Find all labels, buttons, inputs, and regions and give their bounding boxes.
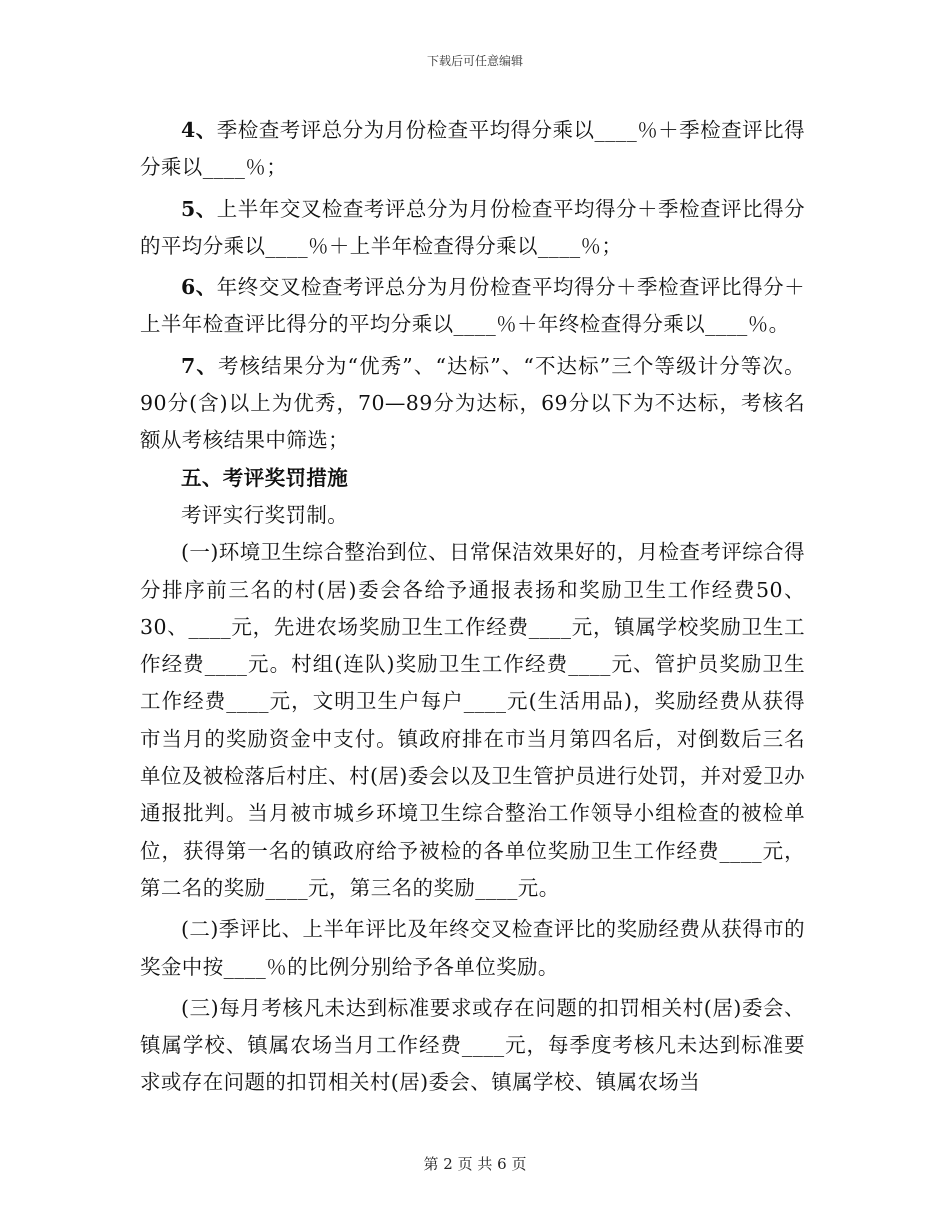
clause-4 [140,112,805,187]
clause-text: 上半年交叉检查考评总分为月份检查平均得分＋季检查评比得分的平均分乘以____％＋上半年检查得分乘以____％； [140,196,805,258]
clause-number: 5、 [181,196,217,221]
clause-text: 考核结果分为“优秀”、“达标”、“不达标”三个等级计分等次。90分(含)以上为优秀，70—89分为达标，69分以下为不达标，考核名额从考核结果中筛选； [140,353,805,453]
clause-text: 年终交叉检查考评总分为月份检查平均得分＋季检查评比得分＋上半年检查评比得分的平均分乘以____％＋年终检查得分乘以____％。 [140,275,805,337]
page-number: 第 2 页 共 6 页 [423,1155,527,1173]
section-item-1: (一)环境卫生综合整治到位、日常保洁效果好的，月检查考评综合得分排序前三名的村(居)委会各给予通报表扬和奖励卫生工作经费50、30、____元，先进农场奖励卫生工作经费____元，镇属学校奖励卫生工作经费____元。村组(连队)奖励卫生工作经费____元、管护员奖励卫生工作经费____元，文明卫生户每户____元(生活用品)，奖励经费从获得市当月的奖励资金中支付。镇政府排在市当月第四名后，对倒数后三名单位及被检落后村庄、村(居)委会以及卫生管护员进行处罚，并对爱卫办通报批判。当月被市城乡环境卫生综合整治工作领导小组检查的被检单位，获得第一名的镇政府给予被检的各单位奖励卫生工作经费____元，第二名的奖励____元，第三名的奖励____元。 [140,540,805,900]
clause-text: 季检查考评总分为月份检查平均得分乘以____％＋季检查评比得分乘以____％； [140,118,805,180]
section-title: 五、考评奖罚措施 [181,465,349,490]
document-body [140,112,805,1102]
section-item-2: (二)季评比、上半年评比及年终交叉检查评比的奖励经费从获得市的奖金中按____％的比例分别给予各单位奖励。 [140,917,805,979]
clause-5 [140,191,805,266]
clause-number: 6、 [181,275,217,300]
header-note: 下载后可任意编辑 [426,54,523,68]
section-intro: 考评实行奖罚制。 [181,502,349,527]
clause-6 [140,269,805,344]
section-item-3: (三)每月考核凡未达到标准要求或存在问题的扣罚相关村(居)委会、镇属学校、镇属农场当月工作经费____元，每季度考核凡未达到标准要求或存在问题的扣罚相关村(居)委会、镇属学校、镇属农场当 [140,995,805,1095]
clause-7 [140,348,805,460]
clause-number: 4、 [181,118,217,142]
clause-number: 7、 [181,353,218,378]
